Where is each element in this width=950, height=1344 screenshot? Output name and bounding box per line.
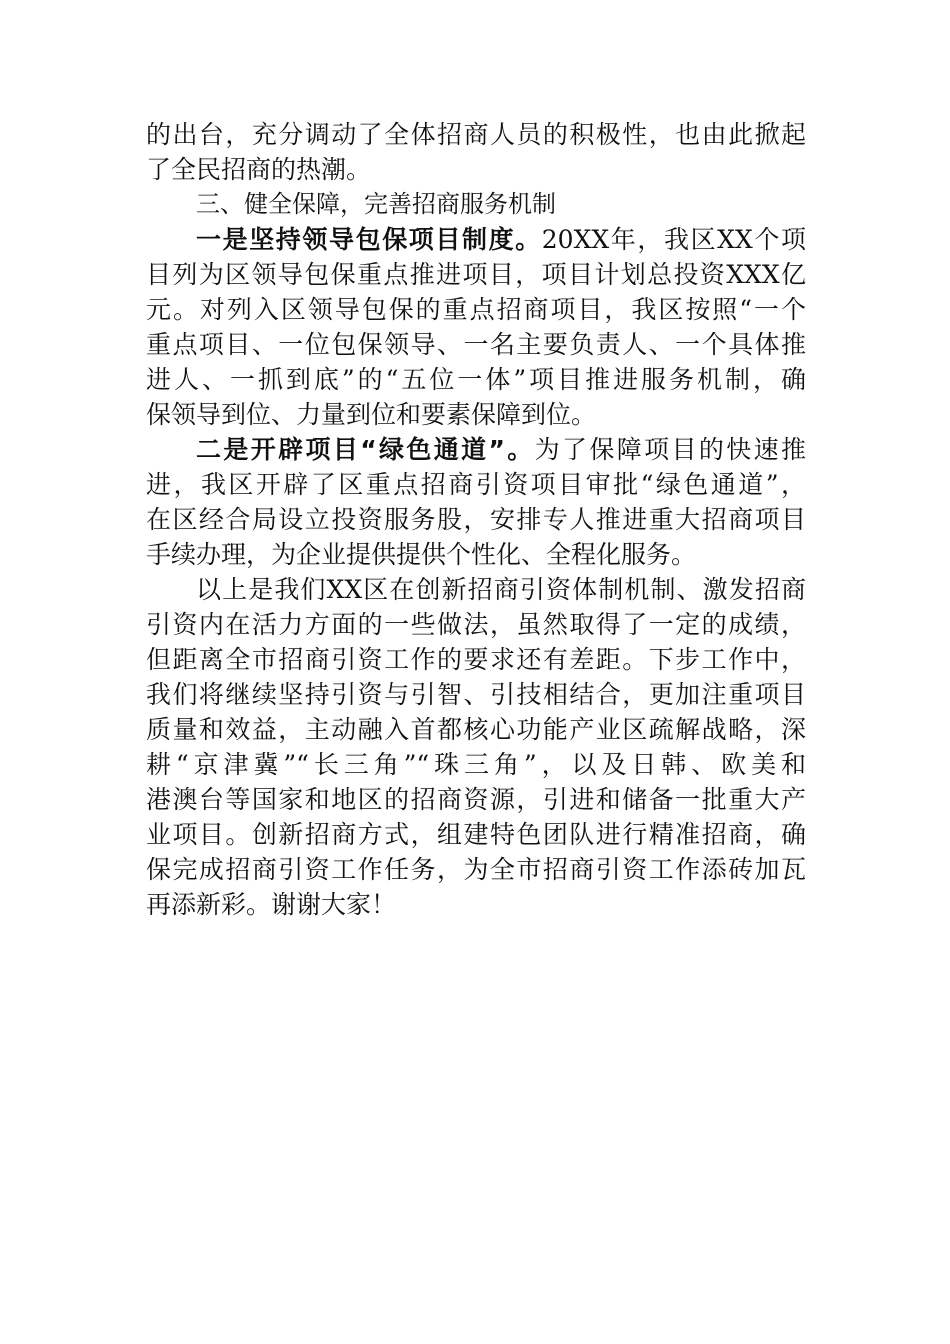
text-line: 但距离全市招商引资工作的要求还有差距。下步工作中， [146, 645, 806, 674]
text-line: 进人、一抓到底”的“五位一体”项目推进服务机制，确 [146, 365, 806, 394]
text-line [146, 432, 806, 467]
text-run: 为了保障项目的快速推 [534, 435, 806, 464]
paragraph-conclusion [146, 572, 806, 922]
text-line: 目列为区领导包保重点推进项目，项目计划总投资XXX亿 [146, 260, 806, 289]
text-line: 保完成招商引资工作任务，为全市招商引资工作添砖加瓦 [146, 855, 806, 884]
text-line: 保领导到位、力量到位和要素保障到位。 [146, 400, 597, 429]
paragraph-lead: 二是开辟项目“绿色通道”。 [196, 435, 535, 464]
paragraph-leadership-projects [146, 222, 806, 432]
text-line: 再添新彩。谢谢大家！ [146, 890, 397, 919]
continuation-paragraph [146, 117, 806, 187]
text-line [146, 222, 806, 257]
text-line: 业项目。创新招商方式，组建特色团队进行精准招商，确 [146, 820, 806, 849]
text-line: 我们将继续坚持引资与引智、引技相结合，更加注重项目 [146, 680, 806, 709]
text-line: 港澳台等国家和地区的招商资源，引进和储备一批重大产 [146, 785, 806, 814]
text-line: 质量和效益，主动融入首都核心功能产业区疏解战略，深 [146, 715, 806, 744]
text-line: 耕“京津冀”“长三角”“珠三角”，以及日韩、欧美和 [146, 750, 806, 779]
text-line: 进，我区开辟了区重点招商引资项目审批“绿色通道”， [146, 470, 806, 499]
section-heading: 三、健全保障，完善招商服务机制 [196, 190, 556, 218]
text-line: 了全民招商的热潮。 [146, 155, 372, 184]
text-line: 在区经合局设立投资服务股，安排专人推进重大招商项目 [146, 505, 806, 534]
paragraph-lead: 一是坚持领导包保项目制度。 [196, 225, 542, 254]
text-line: 的出台，充分调动了全体招商人员的积极性，也由此掀起 [146, 120, 806, 149]
text-line: 元。对列入区领导包保的重点招商项目，我区按照“一个 [146, 295, 806, 324]
text-line: 手续办理，为企业提供提供个性化、全程化服务。 [146, 540, 697, 569]
paragraph-green-channel [146, 432, 806, 572]
document-body [146, 117, 806, 922]
text-run: 20XX年，我区XX个项 [541, 225, 806, 254]
text-line: 重点项目、一位包保领导、一名主要负责人、一个具体推 [146, 330, 806, 359]
text-line: 引资内在活力方面的一些做法，虽然取得了一定的成绩， [146, 610, 806, 639]
text-line: 以上是我们XX区在创新招商引资体制机制、激发招商 [196, 575, 806, 604]
